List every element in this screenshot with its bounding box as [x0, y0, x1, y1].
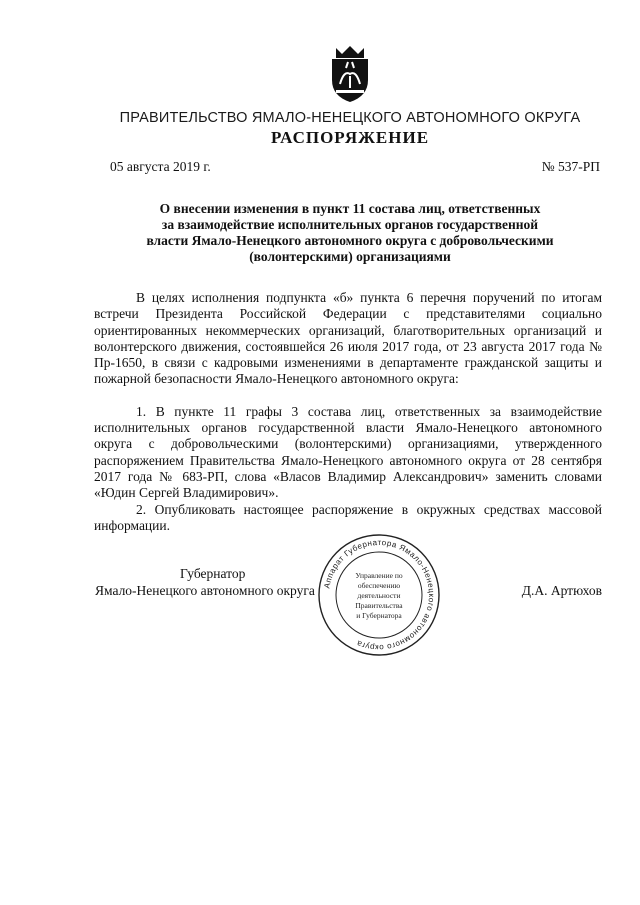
- organization-name: ПРАВИТЕЛЬСТВО ЯМАЛО-НЕНЕЦКОГО АВТОНОМНОГО ОКРУГА: [119, 110, 581, 126]
- preamble-paragraph: В целях исполнения подпункта «б» пункта 6 перечня поручений по итогам встречи Президента Российской Федерации с представителями социально ориентированных некоммерческих организаций, благотворительных организаций и волонтерского движения, состоявшейся 26 июля 2017 года, от 23 августа 2017 года № Пр-1650, в связи с кадровыми изменениями в департаменте гражданской защиты и пожарной безопасности Ямало-Ненецкого автономного округа:: [94, 290, 602, 387]
- document-subject: [100, 201, 600, 265]
- item-1-paragraph: 1. В пункте 11 графы 3 состава лиц, ответственных за взаимодействие исполнительных органов государственной власти Ямало-Ненецкого автономного округа с добровольческими (волонтерскими) организациями, утвержденного распоряжением Правительства Ямало-Ненецкого автономного округа от 28 сентября 2017 года № 683-РП, слова «Власов Владимир Александрович» заменить словами «Юдин Сергей Владимирович».: [94, 403, 602, 501]
- document-number: № 537-РП: [541, 159, 600, 174]
- stamp-line: Правительства: [355, 601, 403, 610]
- subject-line: за взаимодействие исполнительных органов государственной: [161, 217, 539, 232]
- stamp-line: обеспечению: [357, 581, 401, 590]
- stamp-line: Управление по: [355, 571, 403, 580]
- subject-line: власти Ямало-Ненецкого автономного округа с добровольческими: [146, 233, 554, 248]
- document-type: РАСПОРЯЖЕНИЕ: [270, 128, 430, 147]
- item-2-paragraph: 2. Опубликовать настоящее распоряжение в окружных средствах массовой информации.: [94, 501, 602, 533]
- official-stamp: [316, 532, 442, 658]
- stamp-line: и Губернатора: [356, 611, 402, 620]
- document-date: 05 августа 2019 г.: [110, 159, 211, 174]
- document-body: [94, 290, 602, 534]
- subject-line: (волонтерскими) организациями: [249, 249, 451, 264]
- coat-of-arms-icon: [326, 44, 374, 104]
- signatory-organization: Ямало-Ненецкого автономного округа: [95, 583, 315, 598]
- stamp-ring-text: Аппарат Губернатора Ямало-Ненецкого автономного округа: [322, 537, 437, 653]
- signatory-name: Д.А. Артюхов: [521, 583, 602, 598]
- stamp-line: деятельности: [357, 591, 401, 600]
- subject-line: О внесении изменения в пункт 11 состава лиц, ответственных: [159, 201, 541, 216]
- signatory-title: Губернатор: [180, 566, 246, 581]
